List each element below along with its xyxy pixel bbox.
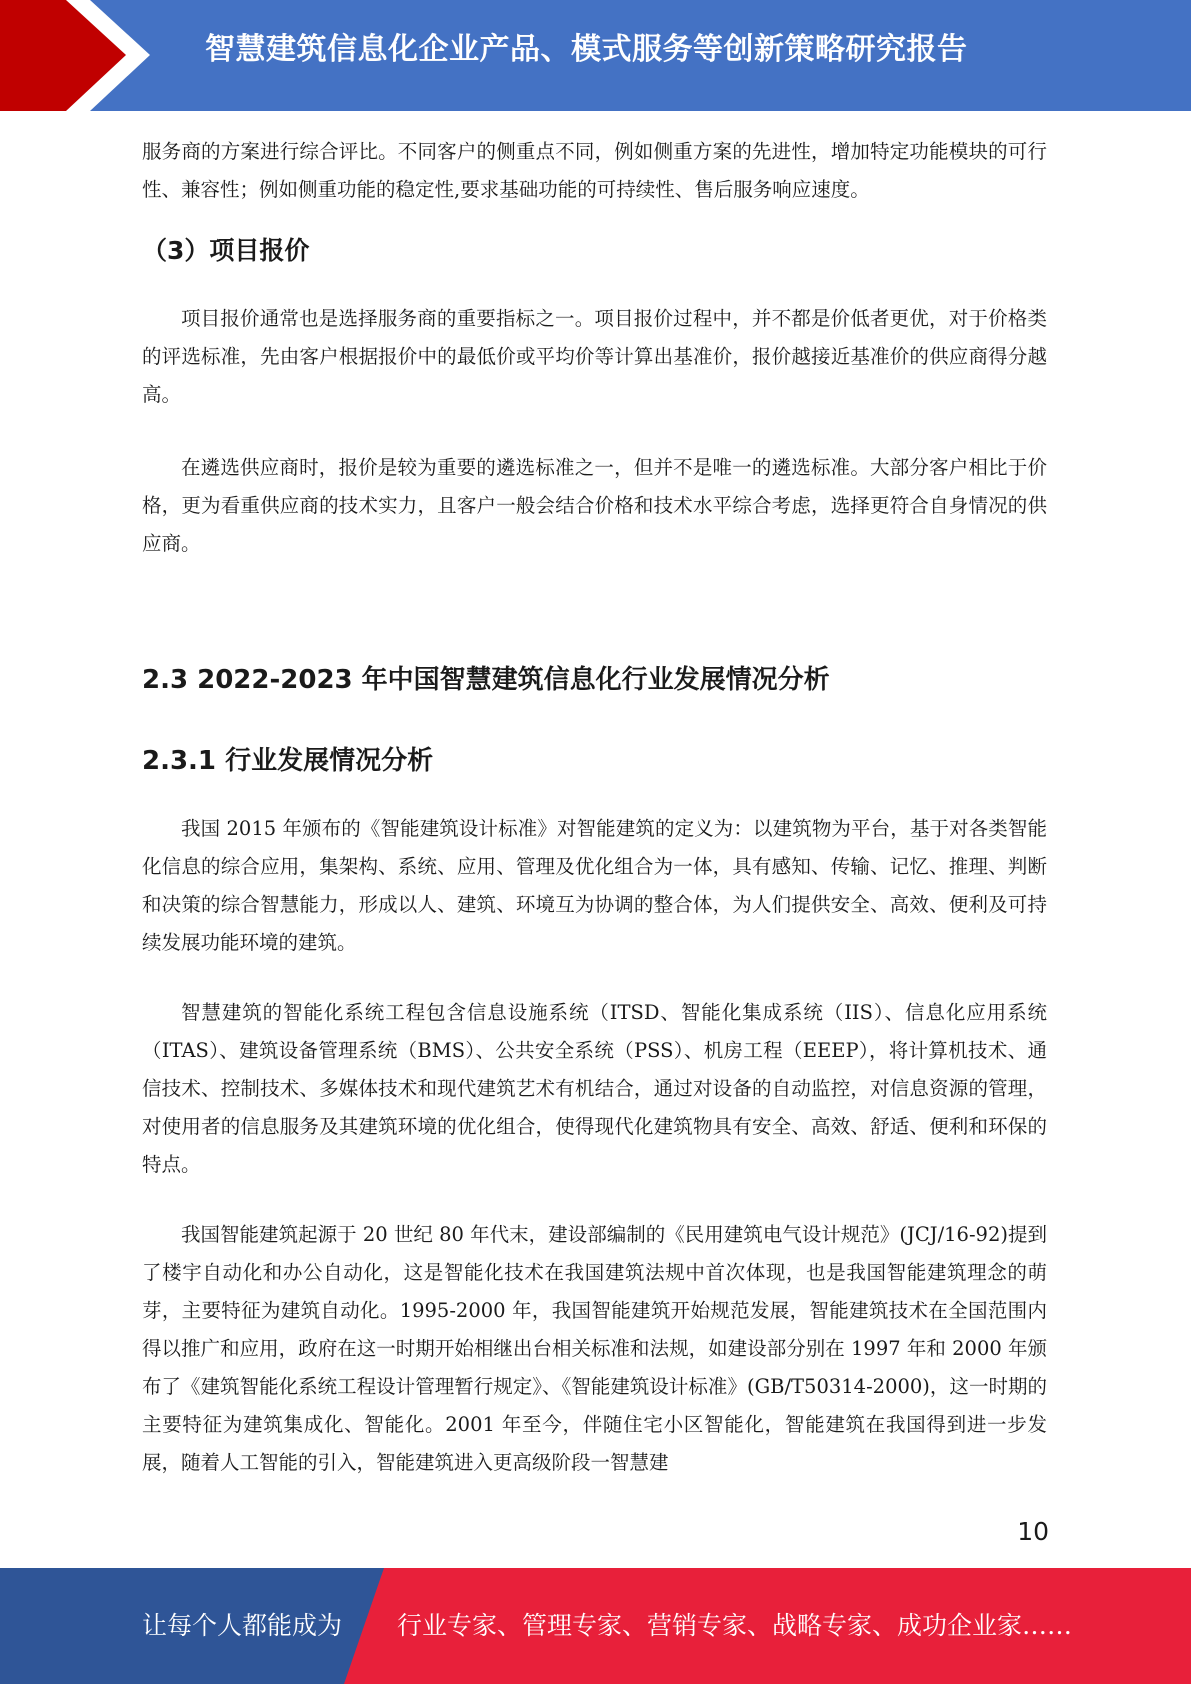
header-chevron-icon xyxy=(0,0,160,111)
report-title: 智慧建筑信息化企业产品、模式服务等创新策略研究报告 xyxy=(205,32,968,67)
footer-slogan-right: 行业专家、管理专家、营销专家、战略专家、成功企业家…… xyxy=(397,1611,1073,1640)
section-2-3-heading: 2.3 2022-2023 年中国智慧建筑信息化行业发展情况分析 xyxy=(142,665,830,695)
footer-slogan-left: 让每个人都能成为 xyxy=(142,1611,343,1640)
body-paragraph-2: 智慧建筑的智能化系统工程包含信息设施系统（ITSD、智能化集成系统（IIS）、信息化应用系统（ITAS）、建筑设备管理系统（BMS）、公共安全系统（PSS）、机房工程（EEEP），将计算机技术、通信技术、控制技术、多媒体技术和现代建筑艺术有机结合，通过对设备的自动监控，对信息资源的管理，对使用者的信息服务及其建筑环境的优化组合，使得现代化建筑物具有安全、高效、舒适、便利和环保的特点。 xyxy=(142,1001,1047,1176)
page-number: 10 xyxy=(1017,1517,1049,1546)
body-paragraph-1: 我国 2015 年颁布的《智能建筑设计标准》对智能建筑的定义为：以建筑物为平台，基于对各类智能化信息的综合应用，集架构、系统、应用、管理及优化组合为一体，具有感知、传输、记忆、推理、判断和决策的综合智慧能力，形成以人、建筑、环境互为协调的整合体，为人们提供安全、高效、便利及可持续发展功能环境的建筑。 xyxy=(142,817,1047,954)
page-footer xyxy=(0,1568,1191,1684)
body-paragraph-3: 我国智能建筑起源于 20 世纪 80 年代末，建设部编制的《民用建筑电气设计规范》(JCJ/16-92)提到了楼宇自动化和办公自动化，这是智能化技术在我国建筑法规中首次体现，也是我国智能建筑理念的萌芽，主要特征为建筑自动化。1995-2000 年，我国智能建筑开始规范发展，智能建筑技术在全国范围内得以推广和应用，政府在这一时期开始相继出台相关标准和法规，如建设部分别在 1997 年和 2000 年颁布了《建筑智能化系统工程设计管理暂行规定》、《智能建筑设计标准》(GB/T50314-2000)，这一时期的主要特征为建筑集成化、智能化。2001 年至今，伴随住宅小区智能化，智能建筑在我国得到进一步发展，随着人工智能的引入，智能建筑进入更高级阶段一智慧建 xyxy=(142,1223,1047,1474)
section-3-paragraph-1: 项目报价通常也是选择服务商的重要指标之一。项目报价过程中，并不都是价低者更优，对于价格类的评选标准，先由客户根据报价中的最低价或平均价等计算出基准价，报价越接近基准价的供应商得分越高。 xyxy=(142,307,1047,406)
section-3-heading: （3）项目报价 xyxy=(142,236,310,265)
section-3-paragraph-2: 在遴选供应商时，报价是较为重要的遴选标准之一，但并不是唯一的遴选标准。大部分客户相比于价格，更为看重供应商的技术实力，且客户一般会结合价格和技术水平综合考虑，选择更符合自身情况的供应商。 xyxy=(142,456,1047,555)
page-header xyxy=(0,0,1191,111)
intro-continuation-paragraph: 服务商的方案进行综合评比。不同客户的侧重点不同，例如侧重方案的先进性，增加特定功能模块的可行性、兼容性；例如侧重功能的稳定性,要求基础功能的可持续性、售后服务响应速度。 xyxy=(142,140,1047,201)
section-2-3-1-heading: 2.3.1 行业发展情况分析 xyxy=(142,746,434,776)
document-body xyxy=(142,133,1047,1482)
